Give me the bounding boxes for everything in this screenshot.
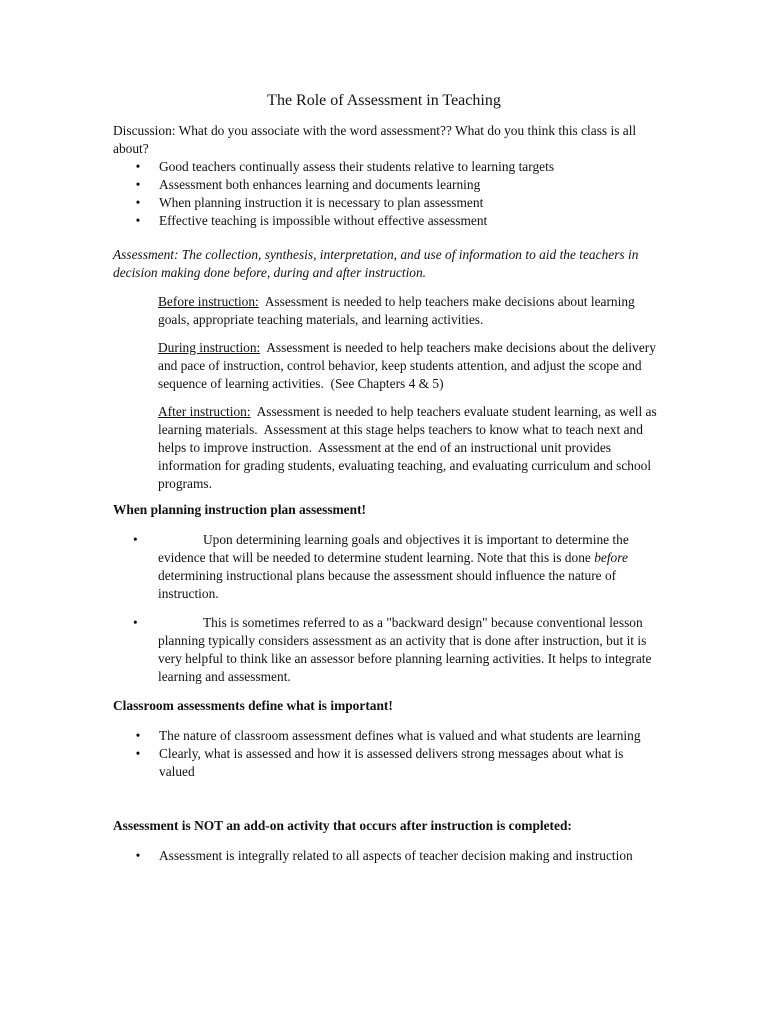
list-item: • Effective teaching is impossible without effective assessment — [113, 212, 643, 230]
list-item: • This is sometimes referred to as a "backward design" because conventional lesson planning typically considers assessment as an activity that is done after instruction, but it is very helpful to think like an assessor before planning learning activities. It helps to integrate learning and assessment. — [133, 615, 652, 684]
bullet-icon: • — [133, 532, 138, 547]
not-addon-bullet-list — [113, 847, 653, 865]
page-title: The Role of Assessment in Teaching — [267, 92, 501, 109]
bullet-icon: • — [135, 746, 141, 761]
list-item: • Assessment both enhances learning and documents learning — [113, 176, 643, 194]
list-item: • Good teachers continually assess their students relative to learning targets — [113, 158, 643, 176]
list-item: • Upon determining learning goals and objectives it is important to determine the evidence that will be needed to determine student learning. Note that this is done before determining instructional plans because the assessment should influence the nature of instruction. — [133, 532, 629, 601]
list-item: • When planning instruction it is necessary to plan assessment — [113, 194, 643, 212]
classroom-bullet-list — [113, 727, 653, 781]
discussion-text: Discussion: What do you associate with the word assessment?? What do you think this class is all about? — [113, 123, 637, 156]
after-instruction-label: After instruction: — [158, 404, 251, 419]
list-item: • Assessment is integrally related to all aspects of teacher decision making and instruction — [113, 847, 653, 865]
bullet-icon: • — [135, 177, 141, 192]
list-item: • The nature of classroom assessment defines what is valued and what students are learning — [113, 727, 653, 745]
discussion-bullet-list — [113, 158, 643, 230]
section-heading-not-addon: Assessment is NOT an add-on activity that occurs after instruction is completed: — [113, 818, 572, 833]
after-instruction-paragraph: After instruction: Assessment is needed to help teachers evaluate student learning, as well as learning materials. Assessment at this stage helps teachers to know what to teach next and helps to improve instruction. Assessment at the end of an instructional unit provides information for grading students, evaluating teaching, and evaluating curriculum and school programs. — [158, 404, 661, 491]
before-instruction-paragraph: Before instruction: Assessment is needed to help teachers make decisions about learning goals, appropriate teaching materials, and learning activities. — [158, 294, 639, 327]
before-instruction-label: Before instruction: — [158, 294, 259, 309]
bullet-icon: • — [135, 848, 141, 863]
bullet-icon: • — [135, 728, 141, 743]
list-item: • Clearly, what is assessed and how it is assessed delivers strong messages about what is valued — [113, 745, 653, 781]
assessment-definition: Assessment: The collection, synthesis, interpretation, and use of information to aid the teachers in decision making done before, during and after instruction. — [113, 247, 639, 280]
bullet-icon: • — [133, 615, 138, 630]
bullet-icon: • — [135, 159, 141, 174]
bullet-icon: • — [135, 213, 141, 228]
bullet-icon: • — [135, 195, 141, 210]
during-instruction-label: During instruction: — [158, 340, 261, 355]
section-heading-planning: When planning instruction plan assessment! — [113, 502, 366, 517]
discussion-section — [113, 122, 643, 230]
during-instruction-paragraph: During instruction: Assessment is needed to help teachers make decisions about the delivery and pace of instruction, control behavior, keep students attention, and adjust the scope and sequence of learning activities. (See Chapters 4 & 5) — [158, 340, 660, 391]
section-heading-classroom: Classroom assessments define what is important! — [113, 698, 393, 713]
